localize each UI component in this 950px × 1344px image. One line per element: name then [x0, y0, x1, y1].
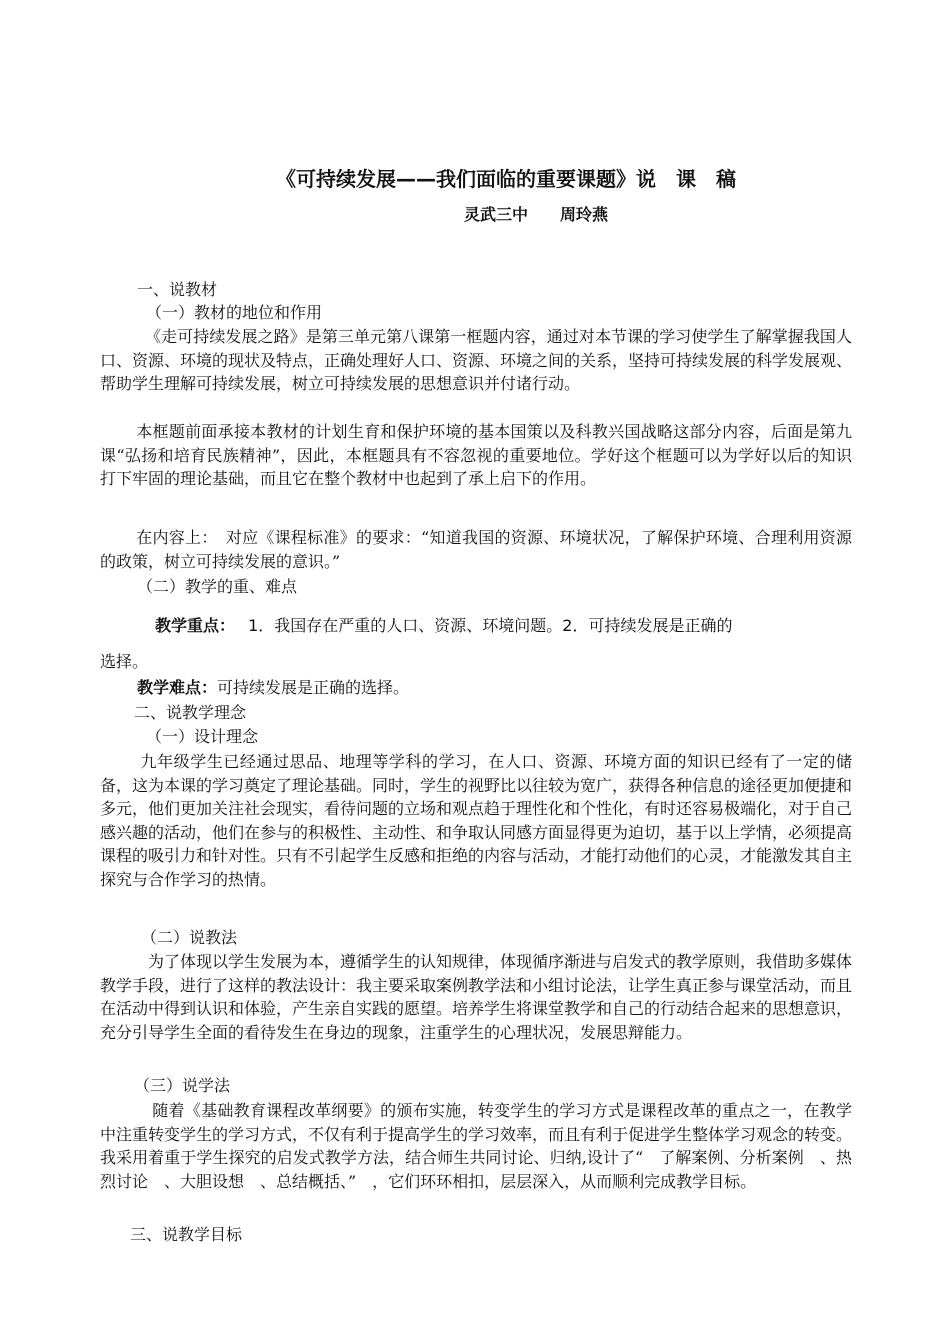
section-heading-1: 一、说教材 — [137, 280, 218, 299]
key-points-continued: 选择。 — [100, 652, 149, 671]
subsection-heading-2-1: （一）设计理念 — [146, 727, 259, 746]
paragraph-1-1-c: 在内容上： 对应《课程标准》的要求：“知道我国的资源、环境状况，了解保护环境、合理利用资源的政策，树立可持续发展的意识。” — [100, 528, 852, 571]
key-points-label: 教学重点： — [155, 616, 236, 635]
subsection-heading-1-2: （二）教学的重、难点 — [137, 577, 298, 596]
subsection-heading-1-1: （一）教材的地位和作用 — [146, 303, 323, 322]
subsection-heading-2-2: （二）说教法 — [141, 928, 238, 947]
key-points — [155, 614, 732, 638]
key-points-text: 1．我国存在严重的人口、资源、环境问题。2．可持续发展是正确的 — [248, 616, 733, 635]
document-title: 《可持续发展——我们面临的重要课题》说 课 稿 — [276, 167, 736, 191]
difficult-points-text: 可持续发展是正确的选择。 — [217, 678, 410, 697]
section-heading-3: 三、说教学目标 — [130, 1225, 243, 1244]
paragraph-1-1-a: 《走可持续发展之路》是第三单元第八课第一框题内容，通过对本节课的学习使学生了解掌握我国人口、资源、环境的现状及特点，正确处理好人口、资源、环境之间的关系，坚持可持续发展的科学发展观、帮助学生理解可持续发展，树立可持续发展的思想意识并付诸行动。 — [100, 327, 853, 394]
section-heading-2: 二、说教学理念 — [134, 703, 247, 722]
paragraph-2-3: 随着《基础教育课程改革纲要》的颁布实施，转变学生的学习方式是课程改革的重点之一，在教学中注重转变学生的学习方式，不仅有利于提高学生的学习效率，而且有利于促进学生整体学习观念的转变。我采用着重于学生探究的启发式教学方法，结合师生共同讨论、归纳,设计了“ 了解案例、分析案例 、热烈讨论 、大胆设想 、总结概括、” ，它们环环相扣，层层深入，从而顺利完成教学目标。 — [100, 1101, 853, 1191]
subsection-heading-2-3: （三）说学法 — [134, 1076, 231, 1095]
document-author: 灵武三中 周玲燕 — [464, 205, 609, 224]
difficult-points — [137, 676, 409, 700]
paragraph-2-1: 九年级学生已经通过思品、地理等学科的学习，在人口、资源、环境方面的知识已经有了一定的储备，这为本课的学习奠定了理论基础。同时，学生的视野比以往较为宽广，获得各种信息的途径更加便捷和多元，他们更加关注社会现实，看待问题的立场和观点趋于理性化和个性化，有时还容易极端化，对于自己感兴趣的活动，他们在参与的积极性、主动性、和争取认同感方面显得更为迫切，基于以上学情，必须提高课程的吸引力和针对性。只有不引起学生反感和拒绝的内容与活动，才能打动他们的心灵，才能激发其自主探究与合作学习的热情。 — [100, 752, 853, 889]
paragraph-1-1-b: 本框题前面承接本教材的计划生育和保护环境的基本国策以及科教兴国战略这部分内容，后面是第九课“弘扬和培育民族精神”，因此，本框题具有不容忽视的重要地位。学好这个框题可以为学好以后的知识打下牢固的理论基础，而且它在整个教材中也起到了承上启下的作用。 — [100, 422, 852, 489]
difficult-points-label: 教学难点： — [137, 678, 218, 697]
paragraph-2-2: 为了体现以学生发展为本，遵循学生的认知规律，体现循序渐进与启发式的教学原则，我借助多媒体教学手段，进行了这样的教法设计：我主要采取案例教学法和小组讨论法，让学生真正参与课堂活动，而且在活动中得到认识和体验，产生亲自实践的愿望。培养学生将课堂教学和自己的行动结合起来的思想意识，充分引导学生全面的看待发生在身边的现象，注重学生的心理状况，发展思辩能力。 — [100, 952, 853, 1042]
